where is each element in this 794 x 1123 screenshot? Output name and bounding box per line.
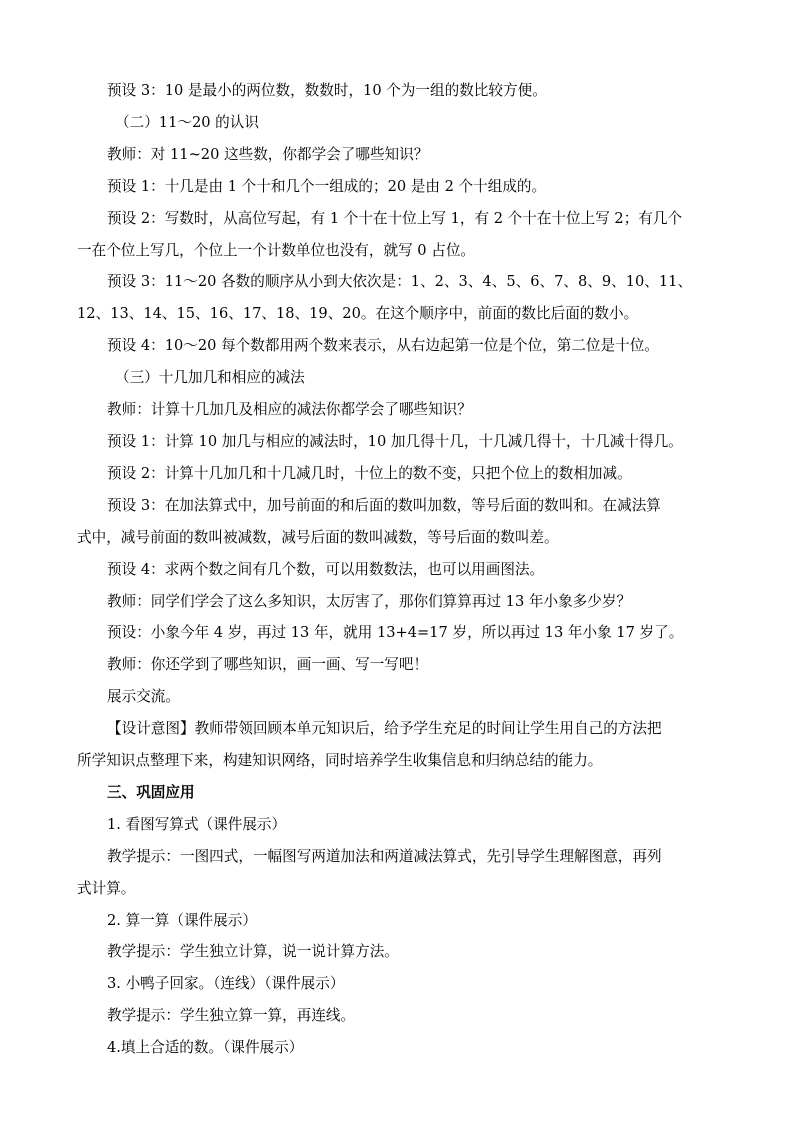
paragraph-design-intent-line-1: 【设计意图】教师带领回顾本单元知识后，给予学生充足的时间让学生用自己的方法把 — [107, 720, 662, 738]
exercise-3-title: 3. 小鸭子回家。（连线）（课件展示） — [107, 975, 345, 993]
paragraph-preset-1-teens: 预设 1：十几是由 1 个十和几个一组成的；20 是由 2 个十组成的。 — [107, 177, 547, 195]
exercise-1-title: 1. 看图写算式（课件展示） — [107, 815, 287, 833]
paragraph-teacher-question-calculation: 教师：计算十几加几及相应的减法你都学会了哪些知识？ — [107, 401, 472, 419]
exercise-3-tip: 教学提示：学生独立算一算，再连线。 — [107, 1007, 356, 1025]
exercise-2-tip: 教学提示：学生独立计算，说一说计算方法。 — [107, 943, 399, 961]
paragraph-preset-3-ten: 预设 3：10 是最小的两位数，数数时，10 个为一组的数比较方便。 — [107, 82, 547, 99]
section-heading-11-20: （二）11～20 的认识 — [115, 113, 259, 131]
document-page — [77, 75, 727, 1064]
paragraph-preset-3-terms-line-1: 预设 3：在加法算式中，加号前面的和后面的数叫加数，等号后面的数叫和。在减法算 — [107, 496, 661, 514]
paragraph-preset-3-terms-line-2: 式中，减号前面的数叫被减数，减号后面的数叫减数，等号后面的数叫差。 — [77, 528, 559, 546]
paragraph-preset-4-counting: 预设 4：求两个数之间有几个数，可以用数数法，也可以用画图法。 — [107, 560, 545, 578]
exercise-2-title: 2. 算一算（课件展示） — [107, 911, 257, 929]
paragraph-preset-2-calculation: 预设 2：计算十几加几和十几减几时，十位上的数不变，只把个位上的数相加减。 — [107, 464, 632, 482]
exercise-4-title: 4.填上合适的数。（课件展示） — [107, 1039, 304, 1057]
paragraph-preset-4-digits: 预设 4：10～20 每个数都用两个数来表示，从右边起第一位是个位，第二位是十位。 — [107, 337, 659, 355]
paragraph-preset-3-order-line-2: 12、13、14、15、16、17、18、19、20。在这个顺序中，前面的数比后面的数小。 — [77, 305, 639, 323]
exercise-1-tip-line-2: 式计算。 — [77, 879, 136, 897]
exercise-1-tip-line-1: 教学提示：一图四式，一幅图写两道加法和两道减法算式，先引导学生理解图意，再列 — [107, 847, 662, 865]
paragraph-preset-elephant-answer: 预设：小象今年 4 岁，再过 13 年，就用 13+4=17 岁，所以再过 13 年小象 17 岁了。 — [107, 624, 684, 642]
paragraph-teacher-question-11-20: 教师：对 11~20 这些数，你都学会了哪些知识？ — [107, 145, 429, 163]
paragraph-preset-3-order-line-1: 预设 3：11～20 各数的顺序从小到大依次是：1、2、3、4、5、6、7、8、9、10、11、 — [107, 273, 693, 291]
paragraph-teacher-draw-write: 教师：你还学到了哪些知识，画一画、写一写吧！ — [107, 656, 429, 674]
paragraph-preset-1-calculation: 预设 1：计算 10 加几与相应的减法时，10 加几得十几，十几减几得十，十几减十得几。 — [107, 432, 683, 450]
section-heading-consolidation: 三、巩固应用 — [107, 783, 195, 801]
paragraph-teacher-elephant-question: 教师：同学们学会了这么多知识，太厉害了，那你们算算再过 13 年小象多少岁？ — [107, 592, 632, 610]
paragraph-preset-2-writing-line-1: 预设 2：写数时，从高位写起，有 1 个十在十位上写 1，有 2 个十在十位上写 2；有几个 — [107, 209, 683, 227]
paragraph-preset-2-writing-line-2: 一在个位上写几，个位上一个计数单位也没有，就写 0 占位。 — [77, 241, 476, 259]
paragraph-design-intent-line-2: 所学知识点整理下来，构建知识网络，同时培养学生收集信息和归纳总结的能力。 — [77, 752, 603, 770]
paragraph-show-exchange: 展示交流。 — [107, 688, 180, 706]
section-heading-addition-subtraction: （三）十几加几和相应的减法 — [115, 369, 305, 387]
